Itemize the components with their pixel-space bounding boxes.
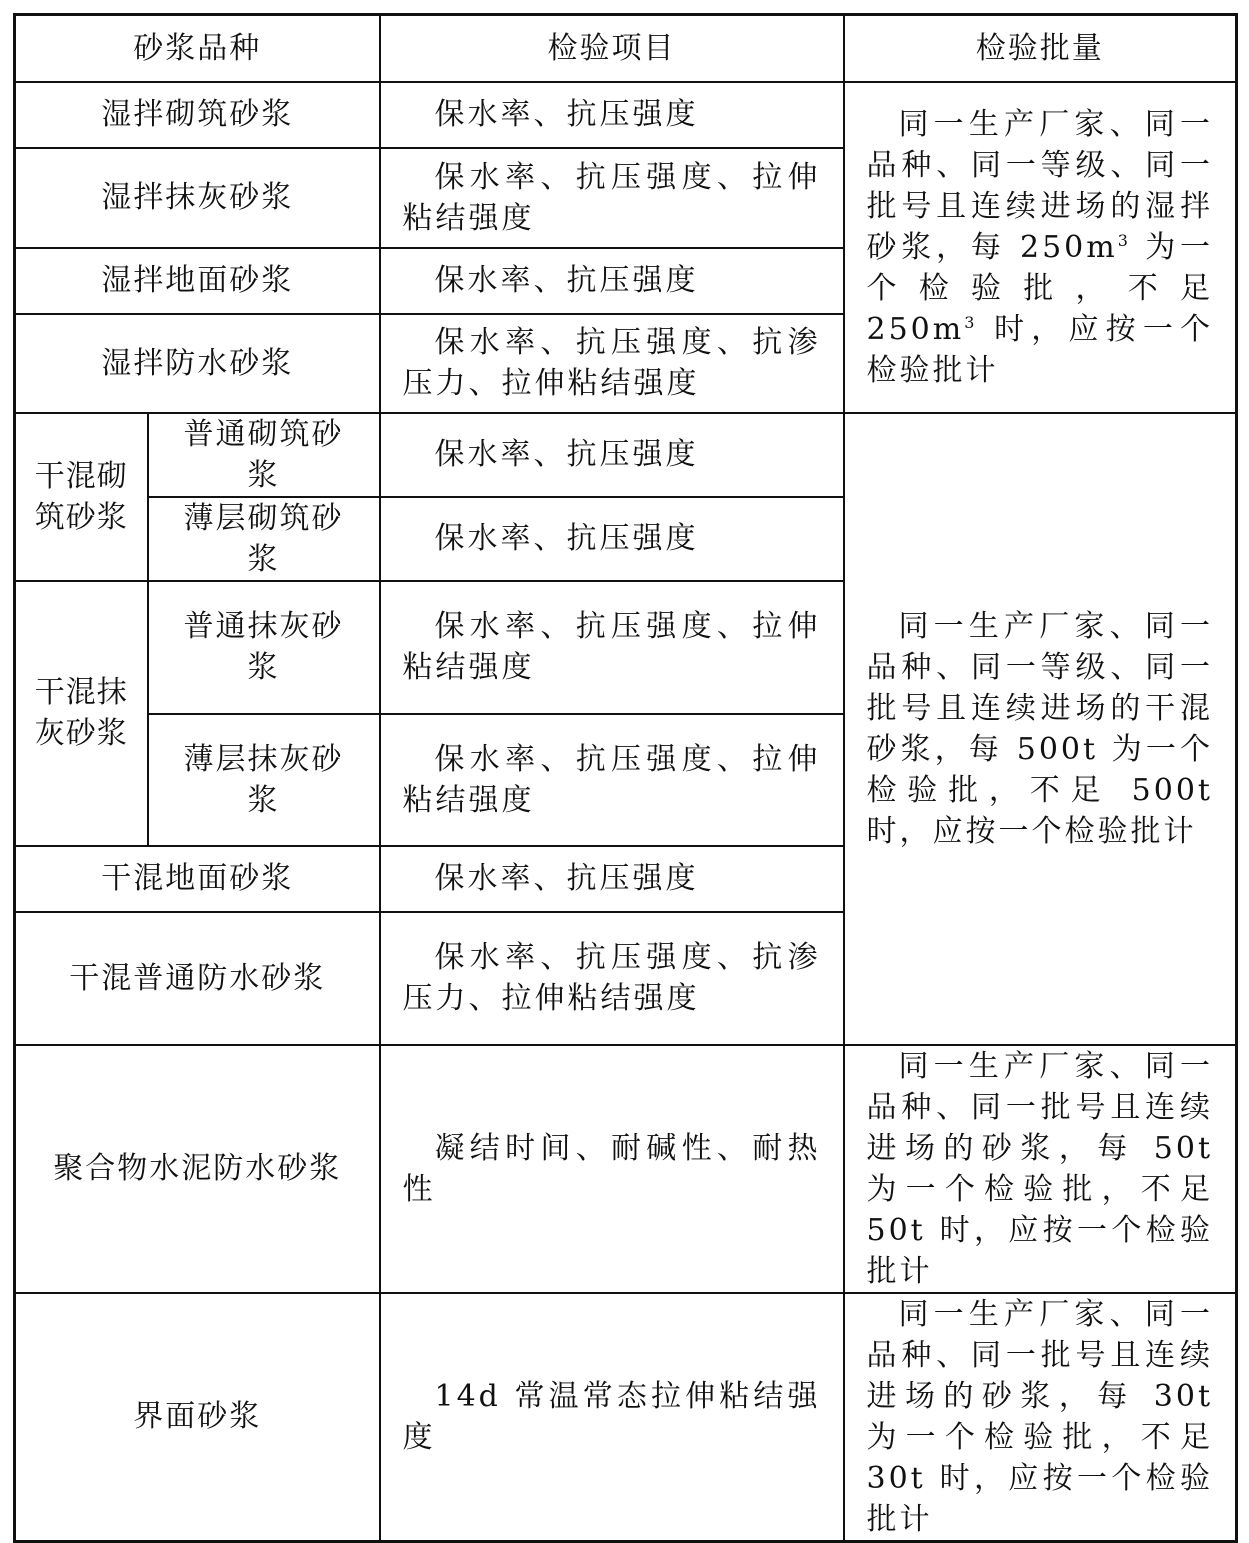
mortar-inspection-table — [13, 13, 1238, 1543]
group-dry-plaster: 干混抹灰砂浆 — [15, 581, 148, 846]
items-cell: 保水率、抗压强度、抗渗压力、拉伸粘结强度 — [380, 912, 844, 1045]
batch-cell: 同一生产厂家、同一品种、同一批号且连续进场的砂浆，每 30t 为一个检验批，不足 30t 时，应按一个检验批计 — [844, 1293, 1237, 1542]
batch-cell: 同一生产厂家、同一品种、同一批号且连续进场的砂浆，每 50t 为一个检验批，不足 50t 时，应按一个检验批计 — [844, 1045, 1237, 1293]
dry-batch-cell: 同一生产厂家、同一品种、同一等级、同一批号且连续进场的干混砂浆，每 500t 为一个检验批，不足 500t 时，应按一个检验批计 — [844, 413, 1237, 1045]
items-cell: 保水率、抗压强度 — [380, 248, 844, 314]
variety-cell: 薄层抹灰砂浆 — [148, 714, 380, 846]
items-cell: 保水率、抗压强度 — [380, 413, 844, 497]
variety-cell: 湿拌地面砂浆 — [15, 248, 380, 314]
variety-cell: 干混地面砂浆 — [15, 846, 380, 912]
table-row — [15, 1045, 1237, 1293]
header-batch: 检验批量 — [844, 15, 1237, 82]
table-row — [15, 82, 1237, 148]
variety-cell: 湿拌砌筑砂浆 — [15, 82, 380, 148]
table-row — [15, 1293, 1237, 1542]
header-items: 检验项目 — [380, 15, 844, 82]
items-cell: 保水率、抗压强度、拉伸粘结强度 — [380, 148, 844, 248]
variety-cell: 湿拌防水砂浆 — [15, 314, 380, 413]
items-cell: 保水率、抗压强度、拉伸粘结强度 — [380, 714, 844, 846]
items-cell: 14d 常温常态拉伸粘结强度 — [380, 1293, 844, 1542]
header-row — [15, 15, 1237, 82]
items-cell: 保水率、抗压强度、抗渗压力、拉伸粘结强度 — [380, 314, 844, 413]
table-row — [15, 413, 1237, 497]
items-cell: 保水率、抗压强度 — [380, 82, 844, 148]
variety-cell: 干混普通防水砂浆 — [15, 912, 380, 1045]
items-cell: 保水率、抗压强度、拉伸粘结强度 — [380, 581, 844, 714]
variety-cell: 界面砂浆 — [15, 1293, 380, 1542]
variety-cell: 聚合物水泥防水砂浆 — [15, 1045, 380, 1293]
items-cell: 保水率、抗压强度 — [380, 846, 844, 912]
variety-cell: 薄层砌筑砂浆 — [148, 497, 380, 581]
variety-cell: 普通抹灰砂浆 — [148, 581, 380, 714]
items-cell: 凝结时间、耐碱性、耐热性 — [380, 1045, 844, 1293]
wet-batch-cell: 同一生产厂家、同一品种、同一等级、同一批号且连续进场的湿拌砂浆，每 $250m^3$ 为一个检验批，不足 $250m^3$ 时，应按一个检验批计 — [844, 82, 1237, 413]
variety-cell: 湿拌抹灰砂浆 — [15, 148, 380, 248]
group-dry-masonry: 干混砌筑砂浆 — [15, 413, 148, 581]
variety-cell: 普通砌筑砂浆 — [148, 413, 380, 497]
header-variety: 砂浆品种 — [15, 15, 380, 82]
items-cell: 保水率、抗压强度 — [380, 497, 844, 581]
